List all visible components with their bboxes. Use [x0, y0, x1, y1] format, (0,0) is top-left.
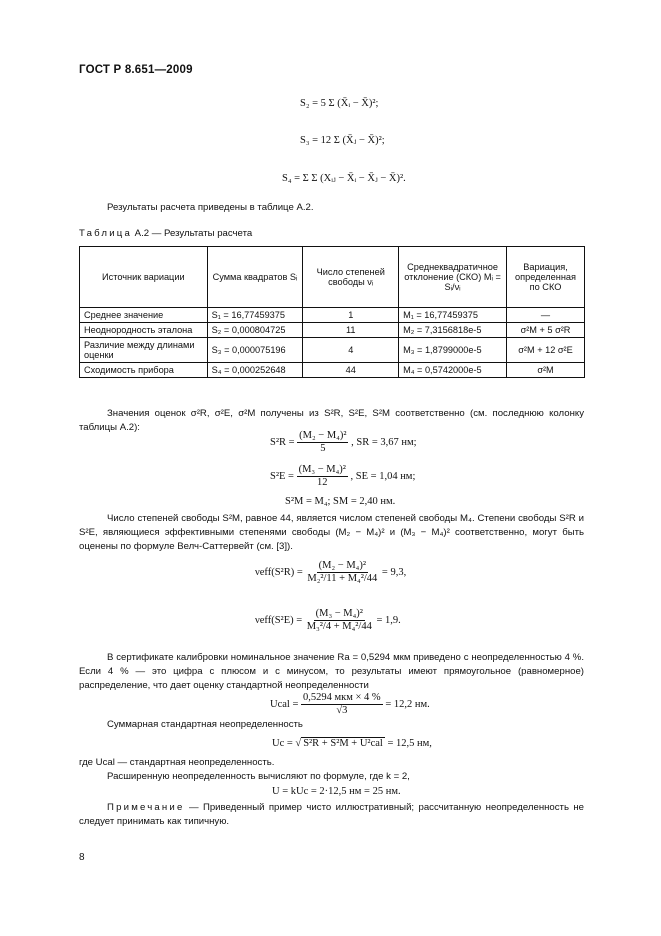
cell: M₁ = 16,77459375	[399, 308, 507, 323]
table-row	[80, 363, 585, 378]
expanded-text: Расширенную неопределенность вычисляют по формуле, где k = 2,	[107, 771, 410, 782]
eq-veff-e-den: M₃²/4 + M₄²/44	[306, 621, 372, 632]
table-caption	[79, 228, 252, 239]
table-row	[80, 323, 585, 338]
cell: σ²M + 5 σ²R	[507, 323, 585, 338]
eq-sr-rest: , SR = 3,67 нм;	[351, 436, 417, 448]
eq-veff-e-num: (M₃ − M₄)²	[315, 608, 363, 619]
eq-se-num: (M₃ − M₄)²	[298, 464, 346, 475]
eq-ucal-lhs: Ucal =	[270, 698, 299, 710]
cell: 1	[303, 308, 399, 323]
intro-text: Результаты расчета приведены в таблице А.2.	[107, 202, 314, 213]
eq-sm: S²M = M₄; SM = 2,40 нм.	[285, 496, 396, 507]
cell: M₄ = 0,5742000e-5	[399, 363, 507, 378]
th-variation: Вариация, определенная по СКО	[507, 247, 585, 308]
sqrt-symbol: √	[295, 738, 302, 749]
eq-sr	[270, 430, 417, 455]
eq-veff-r-fraction	[305, 560, 379, 585]
eq-veff-r	[255, 560, 406, 585]
eq-se-lhs: S²E =	[270, 470, 294, 482]
cell: M₃ = 1,8799000e-5	[399, 338, 507, 363]
formula-s3: S₃ = 12 Σ (X̄ⱼ − X̄)²;	[300, 135, 385, 146]
table-header-row	[80, 247, 585, 308]
eq-sr-lhs: S²R =	[270, 436, 295, 448]
table-row	[80, 338, 585, 363]
eq-ucal	[270, 692, 430, 717]
eq-uc	[272, 738, 432, 749]
eq-ucal-num: 0,5294 мкм × 4 %	[303, 692, 381, 703]
eq-veff-e-rest: = 1,9.	[376, 614, 401, 626]
cell: σ²M	[507, 363, 585, 378]
where-text: где Ucal — стандартная неопределенность.	[79, 757, 275, 768]
eq-uc-lhs: Uc =	[272, 738, 293, 749]
note	[79, 801, 584, 829]
eq-sr-num: (M₂ − M₄)²	[299, 430, 347, 441]
eq-veff-e	[255, 608, 401, 633]
eq-ucal-den: √3	[336, 705, 348, 716]
eq-ucal-fraction	[301, 692, 383, 717]
note-label: Примечание	[107, 802, 185, 813]
eq-veff-r-den: M₂²/11 + M₄²/44	[307, 573, 378, 584]
total-uncertainty-text: Суммарная стандартная неопределенность	[107, 719, 303, 730]
eq-uc-radicand: S²R + S²M + U²cal	[303, 738, 383, 749]
cell: Среднее значение	[80, 308, 208, 323]
table-row	[80, 308, 585, 323]
eq-se-den: 12	[316, 477, 328, 488]
th-sko: Среднеквадратичное отклонение (СКО) Mᵢ = Sᵢ/νᵢ	[399, 247, 507, 308]
cell: Различие между длинами оценки	[80, 338, 208, 363]
cell: 44	[303, 363, 399, 378]
th-sum: Сумма квадратов Sᵢ	[207, 247, 303, 308]
dof-text: Число степеней свободы S²M, равное 44, является числом степеней свободы M₄. Степени свободы S²R и S²E, являющиеся эффективными степенями свободы (M₂ − M₄)² и (M₃ − M₄)² соответственно, могут быть оценены по формуле Велч-Саттервейт (см. [3]).	[79, 513, 584, 552]
cell: 4	[303, 338, 399, 363]
results-table	[79, 246, 585, 378]
cell: S₂ = 0,000804725	[207, 323, 303, 338]
cell: σ²M + 12 σ²E	[507, 338, 585, 363]
note-text: — Приведенный пример чисто иллюстративный; рассчитанную неопределенность не следует принимать как типичную.	[79, 802, 584, 827]
eq-veff-e-fraction	[305, 608, 374, 633]
eq-se	[270, 464, 415, 489]
certificate-text: В сертификате калибровки номинальное значение Ra = 0,5294 мкм приведено с неопределенностью 4 %. Если 4 % — это цифра с плюсом и с минусом, то результаты имеют прямоугольное (равномерное) распределение, что дает оценку стандартной неопределенности	[79, 652, 584, 691]
eq-ucal-rest: = 12,2 нм.	[385, 698, 430, 710]
eq-sr-den: 5	[320, 443, 326, 454]
estimates-text: Значения оценок σ²R, σ²E, σ²M получены из S²R, S²E, S²M соответственно (см. последнюю колонку таблицы А.2):	[79, 408, 584, 433]
eq-veff-e-lhs: νeff(S²E) =	[255, 614, 303, 626]
cell: —	[507, 308, 585, 323]
cell: M₂ = 7,3156818e-5	[399, 323, 507, 338]
cell: 11	[303, 323, 399, 338]
cell: S₁ = 16,77459375	[207, 308, 303, 323]
page-header: ГОСТ Р 8.651—2009	[79, 64, 193, 76]
formula-s2: S₂ = 5 Σ (X̄ᵢ − X̄)²;	[300, 98, 379, 109]
page-number: 8	[79, 852, 85, 863]
th-source: Источник вариации	[80, 247, 208, 308]
eq-se-fraction	[297, 464, 348, 489]
cell: Неоднородность эталона	[80, 323, 208, 338]
caption-prefix: Таблица	[79, 228, 133, 239]
eq-se-rest: , SE = 1,04 нм;	[350, 470, 416, 482]
cell: S₄ = 0,000252648	[207, 363, 303, 378]
cell: S₃ = 0,000075196	[207, 338, 303, 363]
eq-uc-rest: = 12,5 нм,	[387, 738, 432, 749]
th-dof: Число степеней свободы νᵢ	[303, 247, 399, 308]
cell: Сходимость прибора	[80, 363, 208, 378]
eq-veff-r-rest: = 9,3,	[381, 566, 407, 578]
eq-sr-fraction	[297, 430, 348, 455]
eq-veff-r-lhs: νeff(S²R) =	[255, 566, 303, 578]
caption-rest: А.2 — Результаты расчета	[132, 228, 253, 239]
eq-veff-r-num: (M₂ − M₄)²	[318, 560, 366, 571]
formula-s4: S₄ = Σ Σ (Xᵢⱼ − X̄ᵢ − X̄ⱼ − X̄)².	[282, 173, 406, 184]
eq-u: U = kUc = 2·12,5 нм = 25 нм.	[272, 786, 401, 797]
